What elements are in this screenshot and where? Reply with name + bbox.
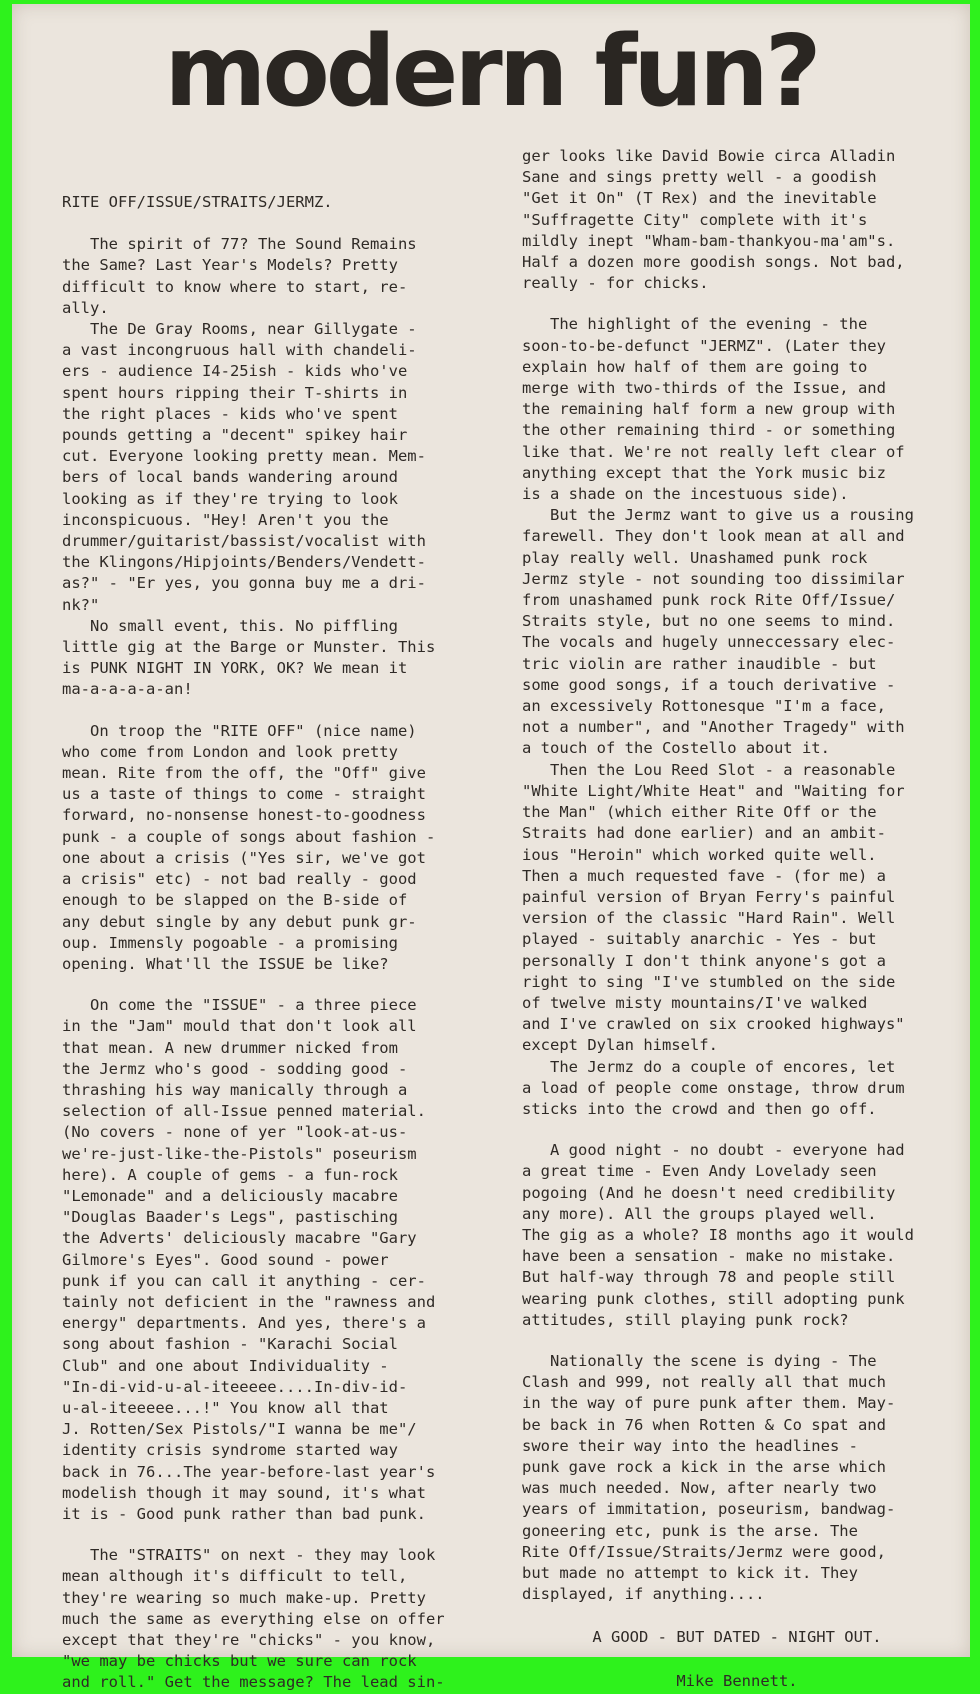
paragraph-intro: The spirit of 77? The Sound Remains the Same? Last Year's Models? Pretty difficult to know where to start, re- ally. [62,235,417,317]
paragraph-lou-reed: Then the Lou Reed Slot - a reasonable "White Light/White Heat" and "Waiting for the Man" (which either Rite Off or the Straits had done earlier) and an ambit- ious "Heroin" which worked quite well. Then a much requested fave - (for me) a painful version of Bryan Ferry's painful version of the classic "Hard Rain". Well played - suitably anarchic - Yes - but personally I don't think anyone's got a right to sing "I've stumbled on the side of twelve misty mountains/I've walked and I've crawled on six crooked highways" except Dylan himself. [522,760,905,1055]
left-column [62,192,482,1694]
paragraph-encores: The Jermz do a couple of encores, let a load of people come onstage, throw drum sticks into the crowd and then go off. [522,1057,905,1118]
paragraph-rite-off: On troop the "RITE OFF" (nice name) who come from London and look pretty mean. Rite from the off, the "Off" give us a taste of things to come - straight forward, no-nonsense honest-to-goodness punk - a couple of songs about fashion - one about a crisis ("Yes sir, we've got a crisis" etc) - not bad really - good enough to be slapped on the B-side of any debut single by any debut punk gr- oup. Immensly pogoable - a promising opening. What'll the ISSUE be like? [62,721,436,973]
right-column [522,146,952,1692]
paragraph-good-night: A good night - no doubt - everyone had a great time - Even Andy Lovelady seen pogoing (And he doesn't need credibility any more). All the groups played well. The gig as a whole? I8 months ago it would have been a sensation - make no mistake. But half-way through 78 and people still wearing punk clothes, still adopting punk attitudes, still playing punk rock? [522,1141,914,1329]
paragraph-venue: The De Gray Rooms, near Gillygate - a vast incongruous hall with chandeli- ers - audience I4-25ish - kids who've spent hours ripping their T-shirts in the right places - kids who've spent pounds getting a "decent" spikey hair cut. Everyone looking pretty mean. Mem- bers of local bands wandering around looking as if they're trying to look inconspicuous. "Hey! Aren't you the drummer/guitarist/bassist/vocalist with the Klingons/Hipjoints/Benders/Vendett- as?" - "Er yes, you gonna buy me a dri- nk?" [62,320,426,614]
newspaper-clipping [12,4,970,1692]
headline: modern fun? [164,15,818,129]
paragraph-jermz-farewell: But the Jermz want to give us a rousing farewell. They don't look mean at all and play really well. Unashamed punk rock Jermz style - not sounding too dissimilar from unashamed punk rock Rite Off/Issue/ Straits style, but no one seems to mind. The vocals and hugely unneccessary elec- tric violin are rather inaudible - but some good songs, if a touch derivative - an excessively Rottonesque "I'm a face, not a number", and "Another Tragedy" with a touch of the Costello about it. [522,506,914,758]
verdict: A GOOD - BUT DATED - NIGHT OUT. [592,1628,882,1647]
paragraph-straits: The "STRAITS" on next - they may look mean although it's difficult to tell, they're wearing so much make-up. Pretty much the same as everything else on offer except that they're "chicks" - you know, "we may be chicks but we sure can rock and roll." Get the message? The lead sin- [62,1546,445,1692]
paragraph-punk-night: No small event, this. No piffling little gig at the Barge or Munster. This is PUNK NIGHT IN YORK, OK? We mean it ma-a-a-a-a-an! [62,616,436,699]
bands-line: RITE OFF/ISSUE/STRAITS/JERMZ. [62,193,333,211]
paragraph-jermz: The highlight of the evening - the soon-to-be-defunct "JERMZ". (Later they explain how half of them are going to merge with two-thirds of the Issue, and the remaining half form a new group with the other remaining third - or something like that. We're not really left clear of anything except that the York music biz is a shade on the incestuous side). [522,315,905,504]
paragraph-issue: On come the "ISSUE" - a three piece in the "Jam" mould that don't look all that mean. A new drummer nicked from the Jermz who's good - sodding good - thrashing his way manically through a selection of all-Issue penned material. (No covers - none of yer "look-at-us- we're-just-like-the-Pistols" poseurism here). A couple of gems - a fun-rock "Lemonade" and a deliciously macabre "Douglas Baader's Legs", pastisching the Adverts' deliciously macabre "Gary Gilmore's Eyes". Good sound - power punk if you can call it anything - cer- tainly not deficient in the "rawness and energy" departments. And yes, there's a song about fashion - "Karachi Social Club" and one about Individuality - "In-di-vid-u-al-iteeeee....In-div-id- u-al-iteeeee...!" You know all that J. Rotten/Sex Pistols/"I wanna be me"/ identity crisis syndrome started way back in 76...The year-before-last year's modelish though it may sound, it's what it is - Good punk rather than bad punk. [62,996,436,1523]
paragraph-straits-cont: ger looks like David Bowie circa Alladin Sane and sings pretty well - a goodish "Get it On" (T Rex) and the inevitable "Suffragette City" complete with it's mildly inept "Wham-bam-thankyou-ma'am"s. Half a dozen more goodish songs. Not bad, really - for chicks. [522,147,905,293]
author-signature: Mike Bennett. [676,1671,798,1690]
paragraph-nationally: Nationally the scene is dying - The Clash and 999, not really all that much in the way of pure punk after them. May- be back in 76 when Rotten & Co spat and swore their way into the headlines - punk gave rock a kick in the arse which was much needed. Now, after nearly two years of immitation, poseurism, bandwag- goneering etc, punk is the arse. The Rite Off/Issue/Straits/Jermz were good, but made no attempt to kick it. They displayed, if anything.... [522,1351,896,1604]
